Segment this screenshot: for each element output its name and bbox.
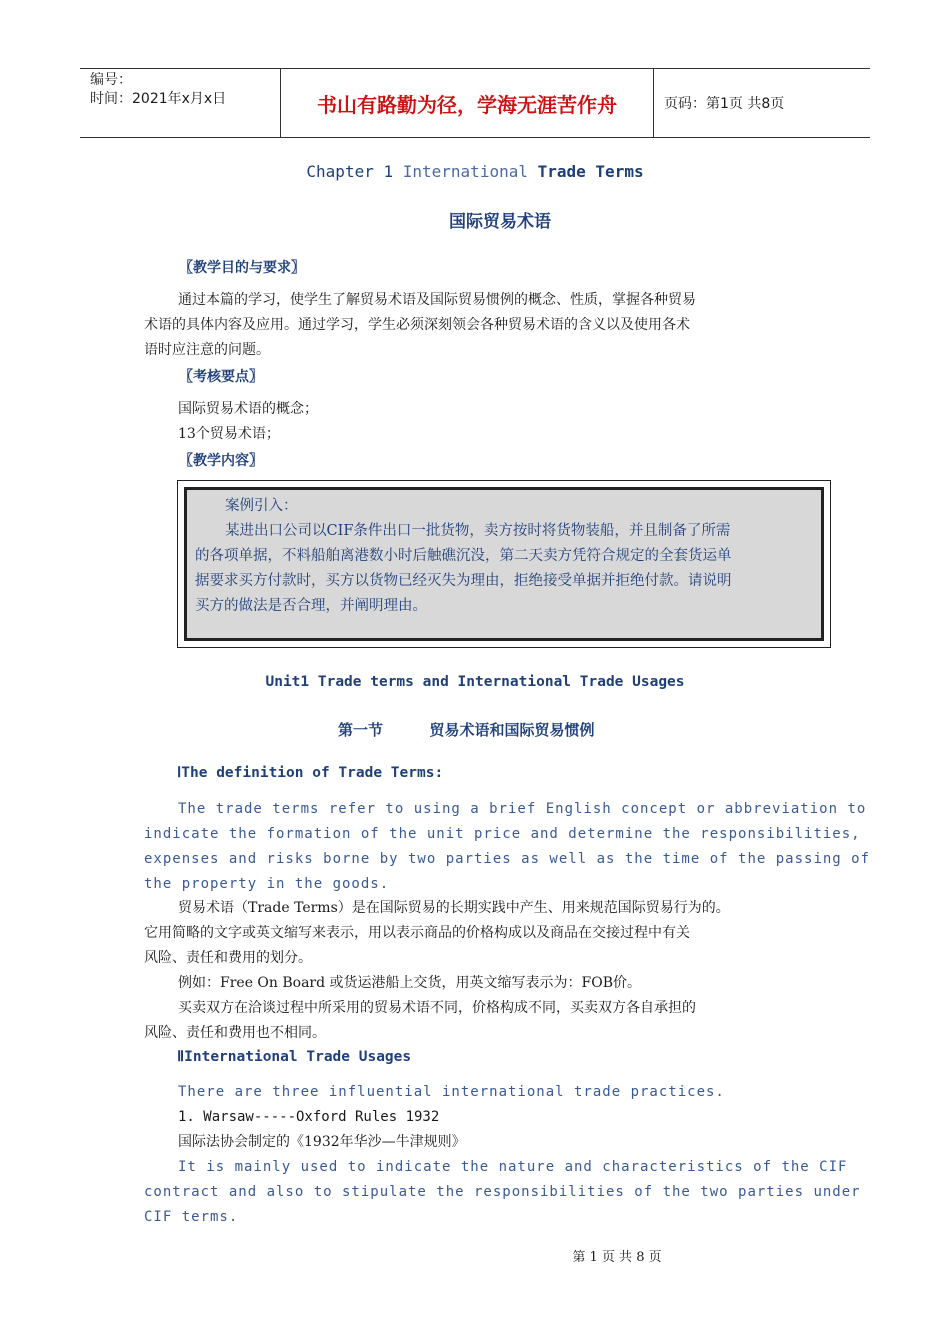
exam-heading: 〖考核要点〗 — [179, 369, 263, 385]
rule1-en-line: contract and also to stipulate the responsibilities of the two parties under — [144, 1184, 861, 1200]
time-label: 时间：2021年x月x日 — [90, 91, 227, 107]
rule1-chinese: 国际法协会制定的《1932年华沙—牛津规则》 — [178, 1134, 466, 1150]
definition-cn-line: 买卖双方在洽谈过程中所采用的贸易术语不同，价格构成不同，买卖双方各自承担的 — [178, 1000, 696, 1016]
case-box-inner — [184, 487, 824, 641]
chapter-word: Chapter 1 — [306, 162, 394, 181]
rule1-english — [144, 1155, 861, 1230]
chapter-trade-terms: Trade Terms — [537, 162, 644, 181]
definition-cn-line: 例如：Free On Board 或货运港船上交货，用英文缩写表示为：FOB价。 — [178, 975, 642, 991]
unit-title: Unit1 Trade terms and International Trade Usages — [265, 674, 685, 690]
chapter-title — [0, 162, 950, 181]
chinese-title: 国际贸易术语 — [449, 212, 551, 232]
exam-list — [178, 397, 318, 447]
document-header — [80, 68, 870, 138]
definition-heading: ⅠThe definition of Trade Terms: — [177, 765, 444, 781]
definition-cn-line: 它用简略的文字或英文缩写来表示，用以表示商品的价格构成以及商品在交接过程中有关 — [144, 925, 690, 941]
case-title: 案例引入： — [225, 498, 298, 514]
case-line: 某进出口公司以CIF条件出口一批货物，卖方按时将货物装船，并且制备了所需 — [225, 523, 731, 539]
section-number: 第一节 — [338, 721, 384, 739]
rule1-title: 1. Warsaw-----Oxford Rules 1932 — [178, 1109, 440, 1125]
goal-heading: 〖教学目的与要求〗 — [179, 260, 305, 276]
definition-en-line: The trade terms refer to using a brief English concept or abbreviation to — [178, 801, 867, 817]
definition-cn-line: 风险、责任和费用的划分。 — [144, 950, 312, 966]
header-meta — [80, 69, 280, 137]
goal-line: 通过本篇的学习，使学生了解贸易术语及国际贸易惯例的概念、性质，掌握各种贸易 — [178, 292, 696, 308]
content-heading: 〖教学内容〗 — [179, 453, 263, 469]
definition-en-line: indicate the formation of the unit price and determine the responsibilities, — [144, 826, 861, 842]
case-line: 据要求买方付款时，买方以货物已经灭失为理由，拒绝接受单据并拒绝付款。请说明 — [195, 573, 732, 589]
rule1-en-line: CIF terms. — [144, 1209, 239, 1225]
rule1-en-line: It is mainly used to indicate the nature and characteristics of the CIF — [178, 1159, 848, 1175]
header-page-info — [654, 69, 870, 137]
page-footer: 第 1 页 共 8 页 — [572, 1250, 662, 1265]
exam-item: 13个贸易术语； — [178, 426, 280, 442]
definition-english — [144, 797, 870, 897]
definition-chinese — [144, 896, 730, 1046]
goal-line: 语时应注意的问题。 — [144, 342, 270, 358]
case-box — [177, 480, 831, 648]
motto-text: 书山有路勤为径，学海无涯苦作舟 — [317, 92, 617, 117]
definition-en-line: expenses and risks borne by two parties as well as the time of the passing of — [144, 851, 871, 867]
section-title — [338, 719, 595, 740]
usage-intro: There are three influential international trade practices. — [178, 1084, 725, 1100]
case-line: 买方的做法是否合理，并阐明理由。 — [195, 598, 427, 614]
page-info-text: 页码：第1页 共8页 — [664, 96, 785, 112]
number-label: 编号： — [90, 72, 132, 88]
exam-item: 国际贸易术语的概念； — [178, 401, 318, 417]
usage-heading: ⅡInternational Trade Usages — [177, 1049, 412, 1065]
case-line: 的各项单据，不料船舶离港数小时后触礁沉没，第二天卖方凭符合规定的全套货运单 — [195, 548, 732, 564]
case-text — [195, 494, 825, 619]
definition-en-line: the property in the goods. — [144, 876, 390, 892]
definition-cn-line: 贸易术语（Trade Terms）是在国际贸易的长期实践中产生、用来规范国际贸易行为的。 — [178, 900, 730, 916]
chapter-international: International — [402, 162, 528, 181]
goal-line: 术语的具体内容及应用。通过学习，学生必须深刻领会各种贸易术语的含义以及使用各术 — [144, 317, 690, 333]
section-name: 贸易术语和国际贸易惯例 — [429, 721, 595, 739]
goal-paragraph — [144, 288, 696, 363]
header-motto — [280, 69, 654, 137]
definition-cn-line: 风险、责任和费用也不相同。 — [144, 1025, 326, 1041]
